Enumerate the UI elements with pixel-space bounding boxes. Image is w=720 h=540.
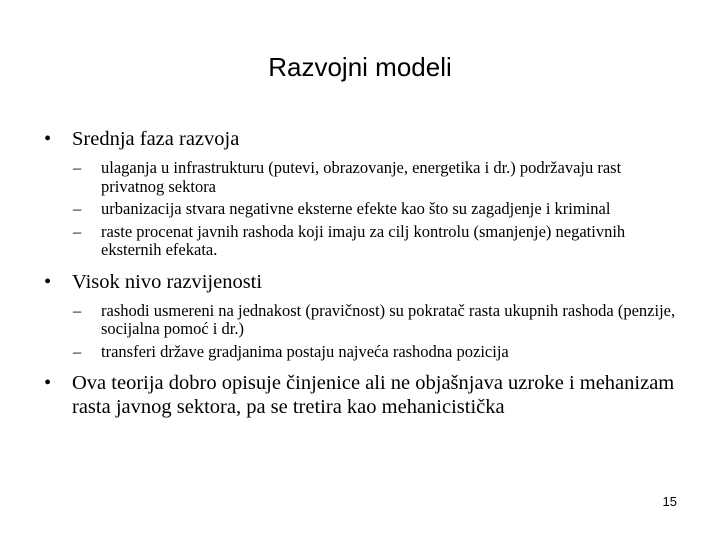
dash-icon: – xyxy=(73,199,82,218)
slide-content xyxy=(44,127,684,419)
bullet-point xyxy=(44,270,684,294)
bullet-icon: • xyxy=(44,128,52,150)
dash-icon: – xyxy=(73,221,82,241)
dash-icon: – xyxy=(73,158,82,177)
slide-title: Razvojni modeli xyxy=(268,52,452,82)
sub-bullet xyxy=(44,223,684,260)
sub-bullet xyxy=(44,200,684,219)
dash-icon: – xyxy=(73,300,82,320)
section-ova-teorija xyxy=(44,371,684,419)
bullet-point xyxy=(44,371,684,419)
sub-bullet-text: urbanizacija stvara negativne eksterne efekte kao što su zagadjenje i kriminal xyxy=(101,199,611,218)
page-number: 15 xyxy=(662,494,677,509)
bullet-text: Ova teorija dobro opisuje činjenice ali ne objašnjava uzroke i mehanizam rasta javnog sektora, pa se tretira kao mehanicistička xyxy=(72,372,675,418)
sub-bullet xyxy=(44,343,684,362)
section-srednja-faza xyxy=(44,127,684,260)
section-visok-nivo xyxy=(44,270,684,362)
sub-bullet-text: raste procenat javnih rashoda koji imaju za cilj kontrolu (smanjenje) negativnih eksternih efekata. xyxy=(101,221,626,259)
sub-bullet xyxy=(44,159,684,196)
bullet-icon: • xyxy=(44,270,52,293)
bullet-text: Visok nivo razvijenosti xyxy=(72,270,263,293)
sub-bullet-text: ulaganja u infrastrukturu (putevi, obrazovanje, energetika i dr.) podržavaju rast privatnog sektora xyxy=(101,158,622,196)
sub-list xyxy=(44,159,684,260)
sub-list xyxy=(44,302,684,362)
sub-bullet xyxy=(44,302,684,339)
sub-bullet-text: rashodi usmereni na jednakost (pravičnost) su pokratač rasta ukupnih rashoda (penzije, socijalna pomoć i dr.) xyxy=(101,300,676,338)
bullet-icon: • xyxy=(44,372,52,394)
bullet-text: Srednja faza razvoja xyxy=(72,128,240,150)
sub-bullet-text: transferi države gradjanima postaju najveća rashodna pozicija xyxy=(101,341,509,361)
dash-icon: – xyxy=(73,341,82,361)
bullet-point xyxy=(44,127,684,151)
